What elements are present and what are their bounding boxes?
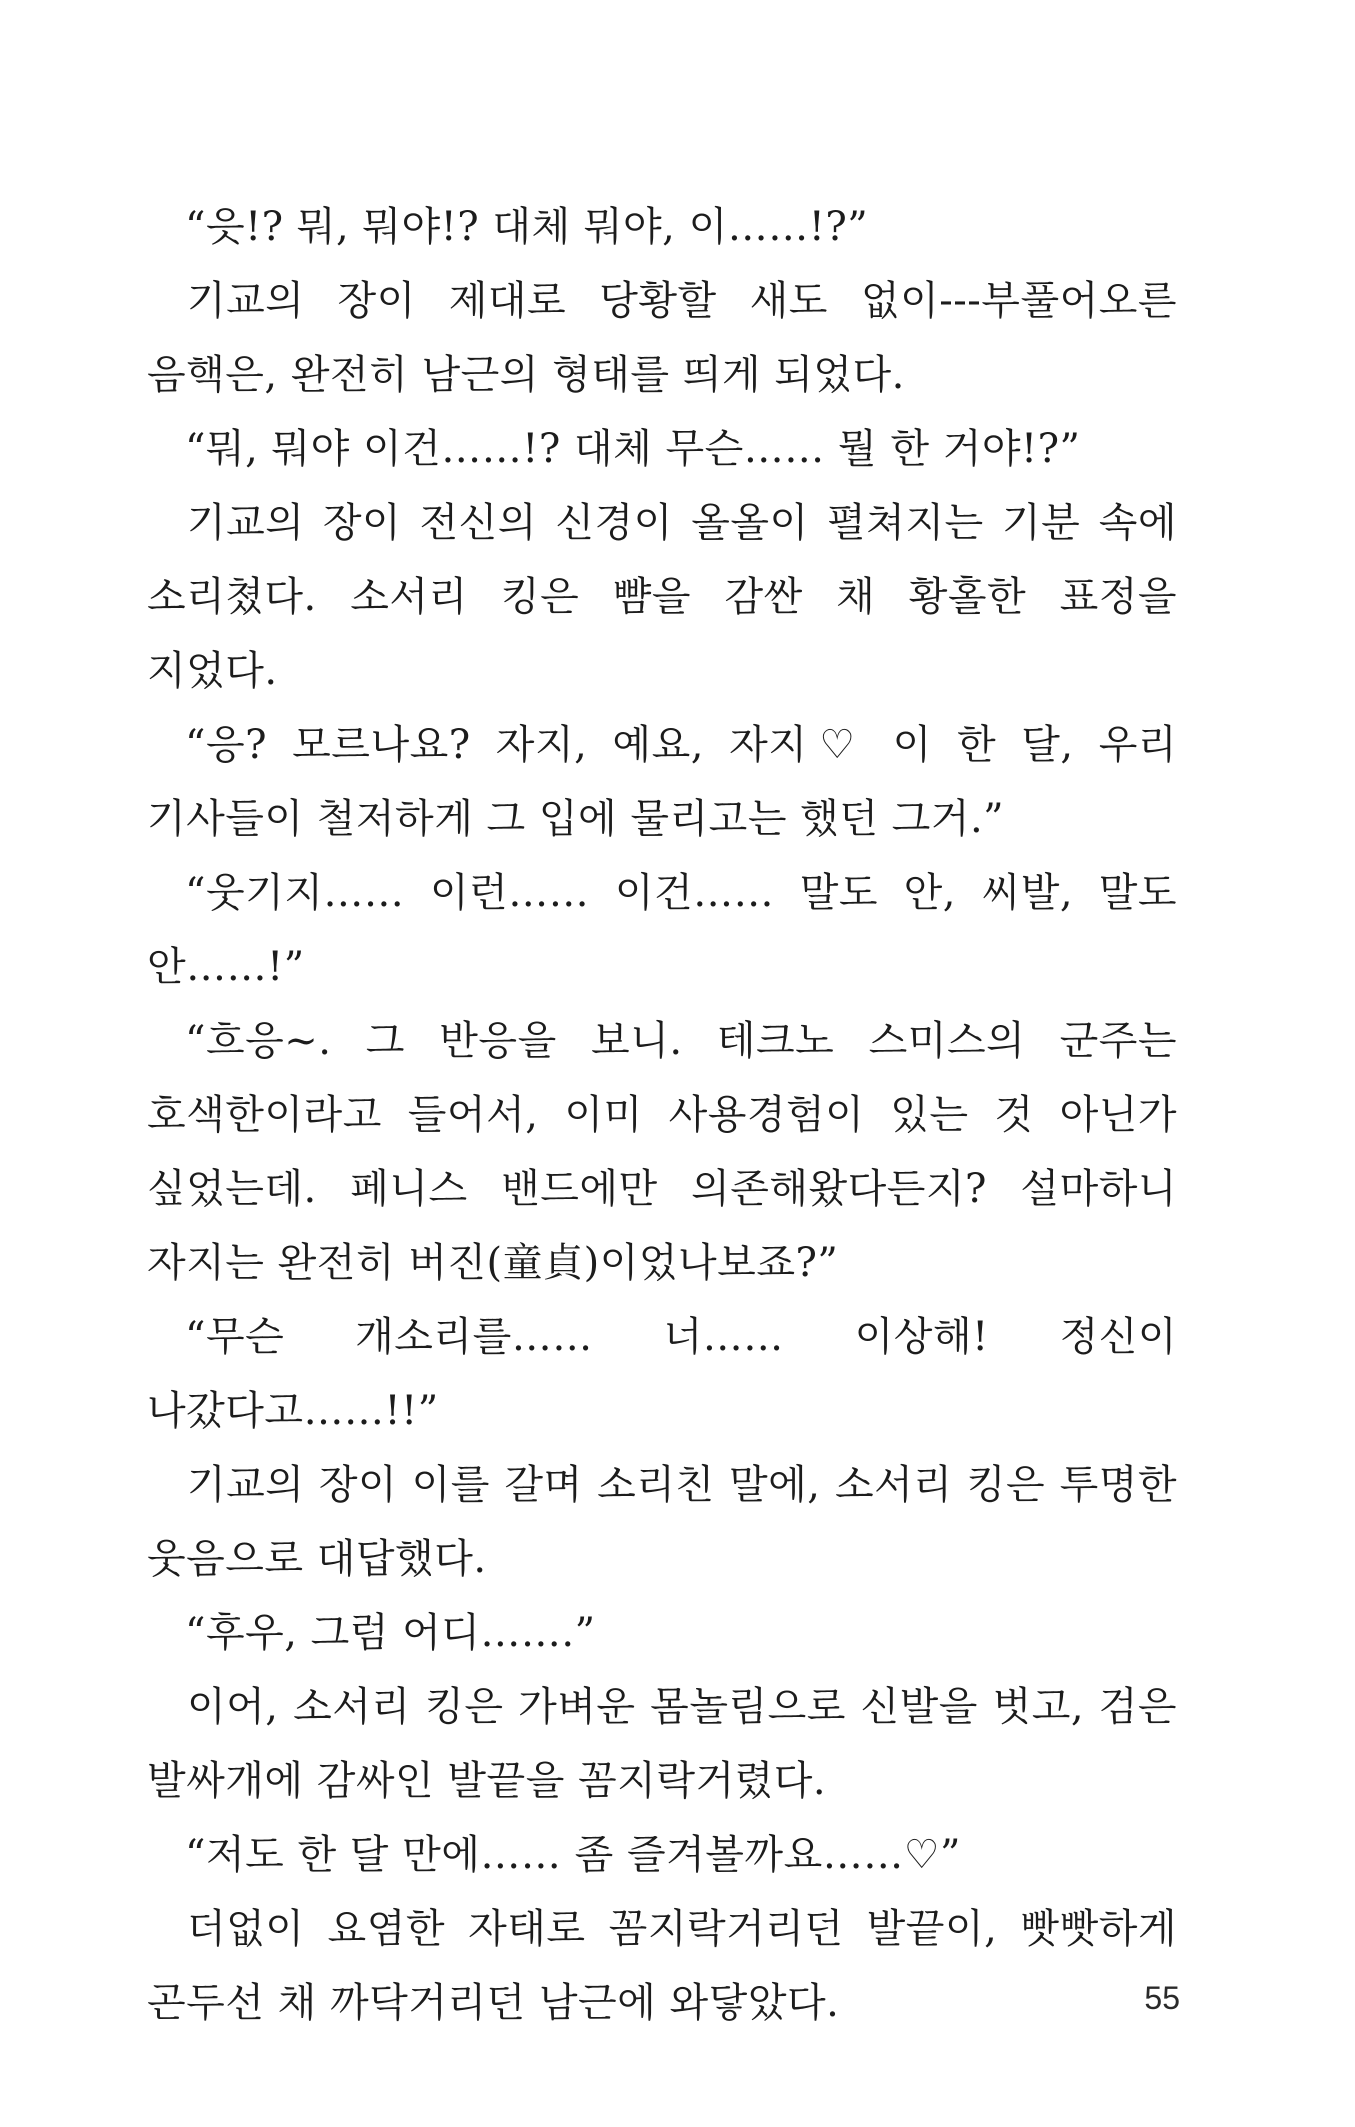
paragraph-1: “읏!? 뭐, 뭐야!? 대체 뭐야, 이……!?” — [185, 204, 869, 250]
paragraph-7: “흐응~. 그 반응을 보니. 테크노 스미스의 군주는 호색한이라고 들어서, 이미 사용경험이 있는 것 아닌가 싶었는데. 페니스 밴드에만 의존해왔다든지? 설마하니 자지는 완전히 버진(童貞)이었나보죠?” — [147, 1018, 1177, 1286]
paragraph-8: “무슨 개소리를…… 너…… 이상해! 정신이 나갔다고……!!” — [147, 1314, 1177, 1434]
paragraph-10: “후우, 그럼 어디…….” — [185, 1610, 596, 1656]
paragraph-3: “뭐, 뭐야 이건……!? 대체 무슨…… 뭘 한 거야!?” — [185, 426, 1081, 472]
paragraph-6: “웃기지…… 이런…… 이건…… 말도 안, 씨발, 말도 안……!” — [147, 870, 1177, 990]
paragraph-2: 기교의 장이 제대로 당황할 새도 없이---부풀어오른 음핵은, 완전히 남근의 형태를 띄게 되었다. — [147, 278, 1177, 398]
paragraph-5: “응? 모르나요? 자지, 예요, 자지♡ 이 한 달, 우리 기사들이 철저하게 그 입에 물리고는 했던 그거.” — [147, 722, 1177, 842]
paragraph-13: 더없이 요염한 자태로 꼼지락거리던 발끝이, 빳빳하게 곤두선 채 까닥거리던 남근에 와닿았다. — [147, 1906, 1177, 2026]
paragraph-11: 이어, 소서리 킹은 가벼운 몸놀림으로 신발을 벗고, 검은 발싸개에 감싸인 발끝을 꼼지락거렸다. — [147, 1684, 1177, 1804]
paragraph-9: 기교의 장이 이를 갈며 소리친 말에, 소서리 킹은 투명한 웃음으로 대답했다. — [147, 1462, 1177, 1582]
page-number: 55 — [1144, 1980, 1180, 2016]
paragraph-4: 기교의 장이 전신의 신경이 올올이 펼쳐지는 기분 속에 소리쳤다. 소서리 킹은 뺨을 감싼 채 황홀한 표정을 지었다. — [147, 500, 1177, 694]
paragraph-12: “저도 한 달 만에…… 좀 즐겨볼까요……♡” — [185, 1832, 962, 1878]
body-text — [147, 190, 1177, 2040]
